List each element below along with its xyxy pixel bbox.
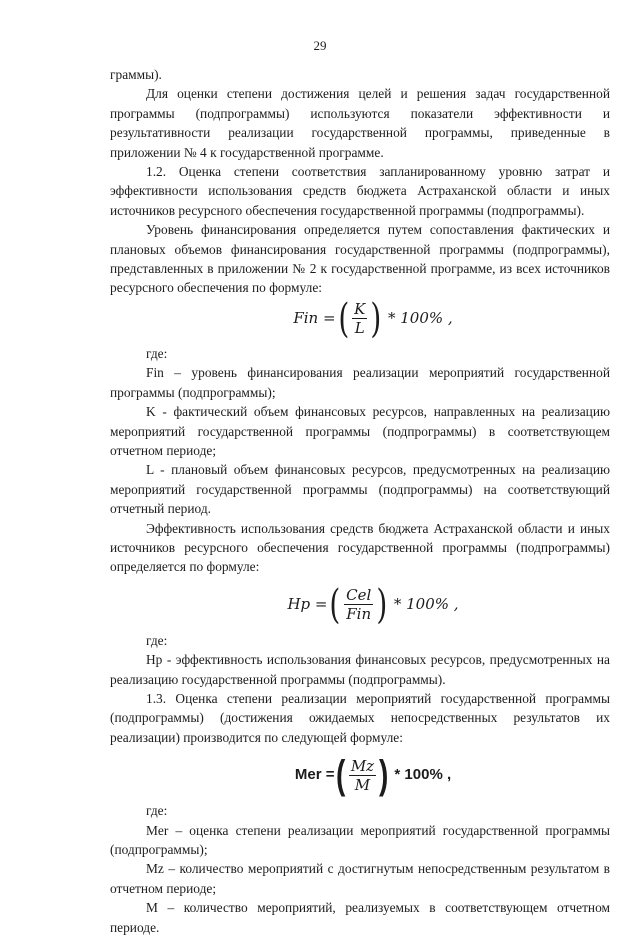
denominator: M (354, 775, 371, 794)
left-paren: ( (329, 581, 341, 628)
paragraph: Эффективность использования средств бюджета Астраханской области и иных источников ресурсного обеспечения государственной программы (подпрограммы) определяется по формуле: (110, 520, 610, 575)
numerator: Mz (350, 756, 375, 775)
denominator: Fin (346, 605, 372, 624)
paragraph: Mer – оценка степени реализации мероприятий государственной программы (подпрограммы); (110, 822, 610, 857)
paragraph: 1.3. Оценка степени реализации мероприятий государственной программы (подпрограммы) (достижения ожидаемых непосредственных результатов их реализации) производится по следующей формуле: (110, 690, 610, 745)
formula-lhs: Fin = (293, 309, 336, 328)
formula-fin (110, 294, 610, 344)
left-paren: ( (337, 295, 349, 342)
right-paren: ) (379, 753, 389, 798)
paragraph: L - плановый объем финансовых ресурсов, предусмотренных на реализацию мероприятий государственной программы (подпрограммы) на соответствующий отчетный период. (110, 462, 610, 517)
numerator: K (354, 300, 366, 319)
document-body (110, 65, 610, 937)
where-label: где: (146, 803, 168, 819)
paragraph: Уровень финансирования определяется путем сопоставления фактических и плановых объемов финансирования государственной программы (подпрограммы), представленных в приложении № 2 к государственной программе, из всех источников ресурсного обеспечения по формуле: (110, 222, 610, 296)
formula-lhs: Mer = (294, 766, 335, 784)
formula-lhs: Hp = (287, 595, 328, 614)
paragraph: Fin – уровень финансирования реализации мероприятий государственной программы (подпрограммы); (110, 365, 610, 400)
left-paren: ( (336, 753, 346, 798)
denominator: L (354, 319, 365, 338)
formula-rhs: * 100% , (394, 766, 452, 784)
page-number: 29 (313, 38, 327, 53)
paragraph: 1.2. Оценка степени соответствия запланированному уровню затрат и эффективности использования средств бюджета Астраханской области и иных источников ресурсного обеспечения государственной программы (подпрограммы). (110, 164, 610, 218)
formula-hp (110, 579, 610, 631)
right-paren: ) (376, 581, 388, 628)
paragraph: Hp - эффективность использования финансовых ресурсов, предусмотренных на реализацию государственной программы (подпрограммы). (110, 652, 610, 687)
formula-rhs: * 100% , (387, 309, 453, 328)
fraction (352, 300, 367, 337)
right-paren: ) (370, 295, 382, 342)
paragraph: K - фактический объем финансовых ресурсов, направленных на реализацию мероприятий государственной программы (подпрограммы) в соответствующем отчетном периоде; (110, 404, 610, 458)
formula-mer (110, 749, 610, 801)
paragraph: Для оценки степени достижения целей и решения задач государственной программы (подпрограммы) используются показатели эффективности и результативности реализации государственной программы, приведенные в приложении № 4 к государственной программе. (110, 86, 610, 160)
formula-rhs: * 100% , (393, 595, 459, 614)
where-label: где: (146, 632, 168, 648)
where-label: где: (146, 345, 168, 361)
paragraph: Mz – количество мероприятий с достигнутым непосредственным результатом в отчетном периоде; (110, 861, 610, 896)
fraction (349, 757, 376, 794)
numerator: Cel (346, 586, 372, 605)
paragraph: M – количество мероприятий, реализуемых в соответствующем отчетном периоде. (110, 900, 610, 935)
fraction (344, 586, 373, 623)
paragraph: граммы). (110, 67, 162, 82)
